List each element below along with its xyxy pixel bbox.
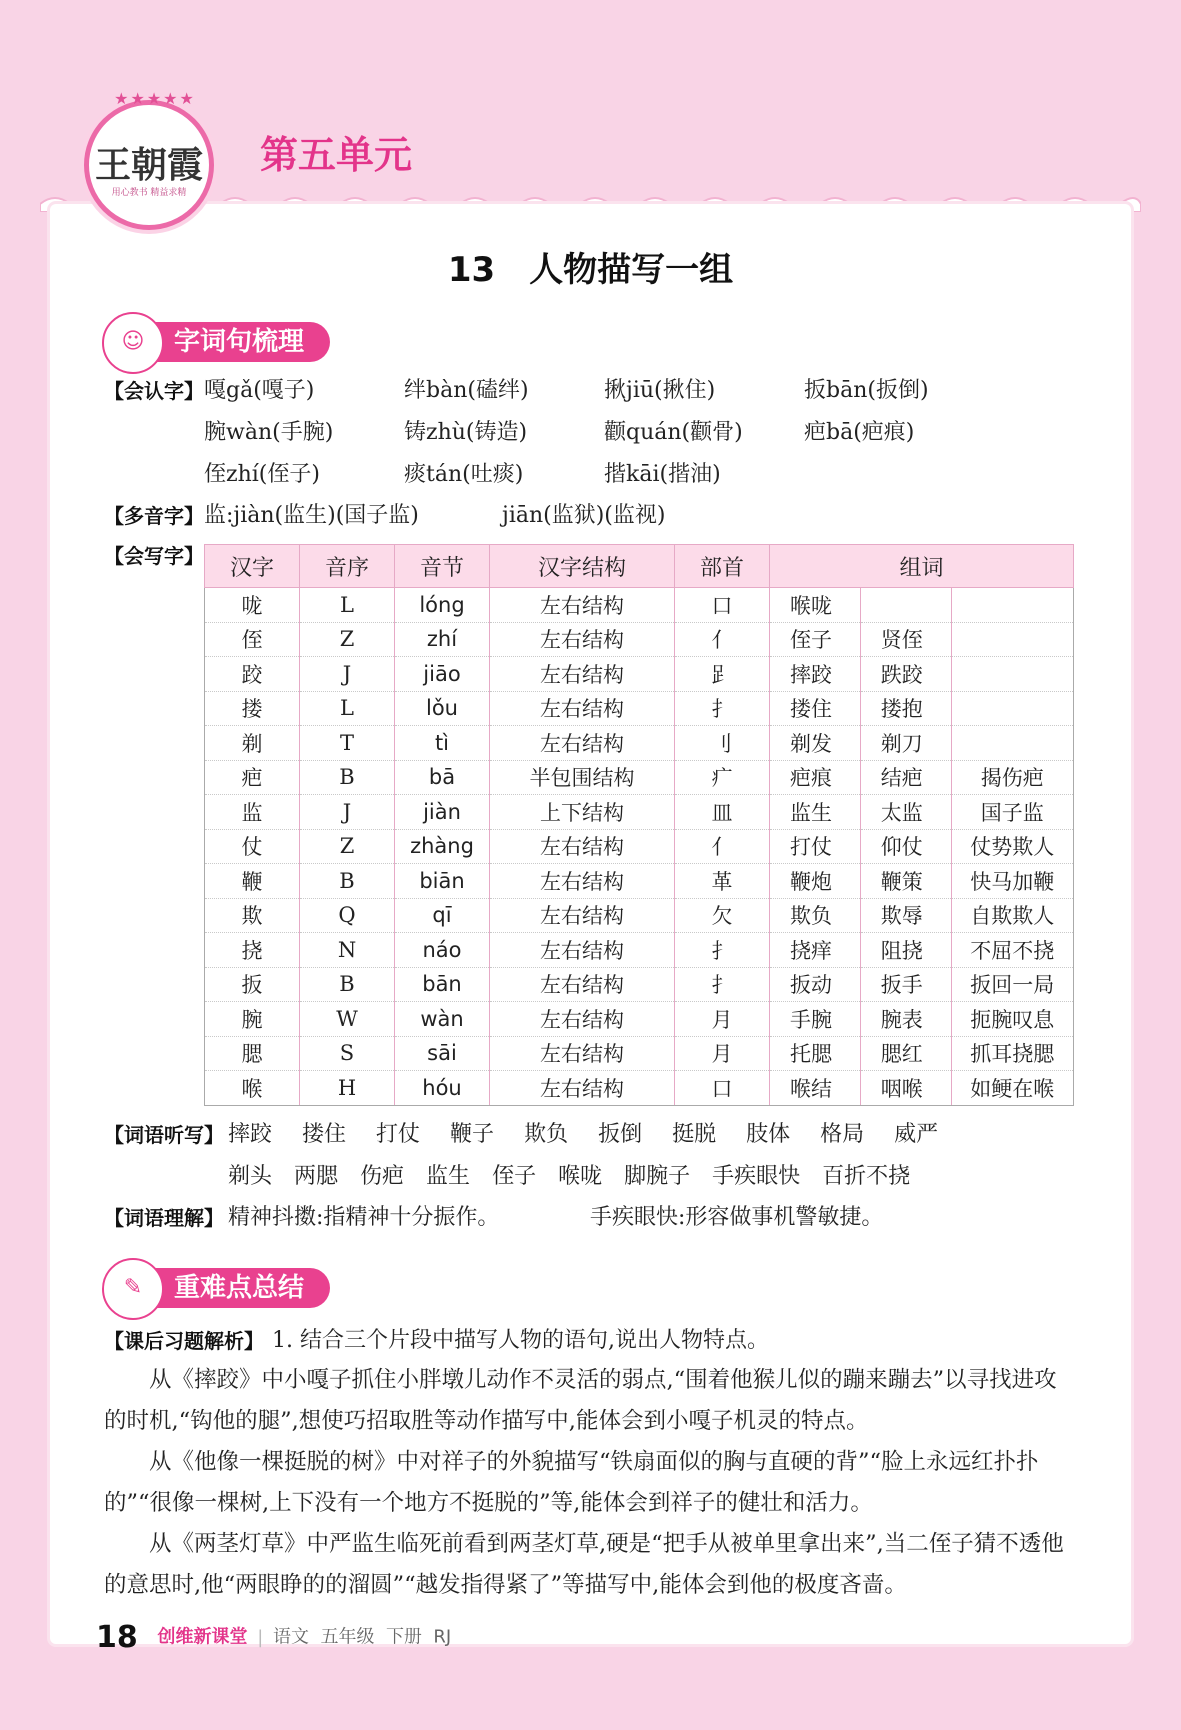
word-cell: 扳手 [860, 967, 951, 1002]
dictation-word: 监生 [426, 1164, 471, 1189]
table-cell: wàn [395, 1002, 490, 1037]
table-cell: 挠 [205, 933, 300, 968]
dictation-word: 百折不挠 [822, 1164, 911, 1189]
word-cell: 疤痕 [770, 760, 861, 795]
table-row [205, 588, 1074, 623]
section-header-vocab: ☺ 字词句梳理 [108, 322, 330, 362]
table-cell: 左右结构 [490, 622, 675, 657]
table-cell: 监 [205, 795, 300, 830]
table-cell: Z [300, 829, 395, 864]
dictation-word: 摔跤 [228, 1122, 273, 1147]
table-cell: 扌 [675, 967, 770, 1002]
table-cell: T [300, 726, 395, 761]
word-cell [951, 622, 1073, 657]
answer-paragraph: 从《两茎灯草》中严监生临死前看到两茎灯草,硬是“把手从被单里拿出来”,当二侄子猜不透他的意思时,他“两眼睁的的溜圆”“越发指得紧了”等描写中,能体会到他的极度吝啬。 [104, 1531, 1064, 1598]
page-footer [96, 1620, 451, 1655]
table-row [205, 1036, 1074, 1071]
word-cell: 搂住 [770, 691, 861, 726]
table-cell: biān [395, 864, 490, 899]
dictation-word: 搂住 [302, 1122, 347, 1147]
table-cell: 欠 [675, 898, 770, 933]
huixiezi-label: 【会写字】 [104, 544, 204, 568]
table-cell: 左右结构 [490, 864, 675, 899]
table-cell: 仗 [205, 829, 300, 864]
table-cell: B [300, 967, 395, 1002]
star-crown-icon: ★★★★★ [114, 89, 196, 108]
huirenzi-item: 扳bān(扳倒) [804, 378, 929, 403]
table-cell: 亻 [675, 829, 770, 864]
huirenzi-item: 疤bā(疤痕) [804, 420, 915, 445]
word-cell: 国子监 [951, 795, 1073, 830]
word-cell: 欺辱 [860, 898, 951, 933]
dictation-word: 伤疤 [360, 1164, 405, 1189]
table-row [205, 933, 1074, 968]
word-cell: 摔跤 [770, 657, 861, 692]
footer-brand: 创维新课堂 [157, 1626, 248, 1648]
dictation-word: 威严 [894, 1122, 939, 1147]
word-cell: 喉结 [770, 1071, 861, 1106]
table-cell: Q [300, 898, 395, 933]
footer-divider: | [257, 1626, 264, 1648]
lesson-title: 13 人物描写一组 [447, 250, 734, 290]
table-cell: 咙 [205, 588, 300, 623]
table-header-row [205, 545, 1074, 588]
table-cell: 亻 [675, 622, 770, 657]
section-header-summary: ✎ 重难点总结 [108, 1268, 330, 1308]
table-cell: 月 [675, 1002, 770, 1037]
table-cell: 半包围结构 [490, 760, 675, 795]
word-cell: 喉咙 [770, 588, 861, 623]
table-cell: 疤 [205, 760, 300, 795]
footer-grade: 五年级 [320, 1626, 375, 1648]
table-cell: náo [395, 933, 490, 968]
word-cell: 结疤 [860, 760, 951, 795]
logo-subtitle: 用心教书 精益求精 [111, 188, 187, 198]
table-cell: lóng [395, 588, 490, 623]
huirenzi-item: 绊bàn(磕绊) [404, 378, 529, 403]
word-cell [951, 657, 1073, 692]
table-row [205, 1002, 1074, 1037]
table-cell: jiāo [395, 657, 490, 692]
word-cell: 不屈不挠 [951, 933, 1073, 968]
col-header: 音节 [395, 545, 490, 588]
dictation-word: 两腮 [294, 1164, 339, 1189]
table-cell: 侄 [205, 622, 300, 657]
table-cell: 左右结构 [490, 1002, 675, 1037]
word-cell: 托腮 [770, 1036, 861, 1071]
unit-title: 第五单元 [260, 133, 413, 177]
table-cell: 刂 [675, 726, 770, 761]
word-cell: 腕表 [860, 1002, 951, 1037]
word-cell: 欺负 [770, 898, 861, 933]
col-header: 部首 [675, 545, 770, 588]
table-cell: 口 [675, 588, 770, 623]
page-number: 18 [96, 1620, 138, 1655]
duoyinzi-text-2: jiān(监狱)(监视) [502, 503, 666, 528]
table-cell: 左右结构 [490, 1036, 675, 1071]
table-cell: N [300, 933, 395, 968]
word-cell: 扳回一局 [951, 967, 1073, 1002]
huirenzi-item: 颧quán(颧骨) [604, 420, 743, 445]
table-row [205, 726, 1074, 761]
dictation-word: 剃头 [228, 1164, 273, 1189]
word-cell: 手腕 [770, 1002, 861, 1037]
dictation-word: 欺负 [524, 1122, 569, 1147]
table-row [205, 829, 1074, 864]
table-cell: 皿 [675, 795, 770, 830]
huirenzi-item: 揩kāi(揩油) [604, 462, 721, 487]
word-cell: 如鲠在喉 [951, 1071, 1073, 1106]
huirenzi-item: 嘎gǎ(嘎子) [204, 378, 315, 403]
lijie-text-2: 手疾眼快:形容做事机警敏捷。 [590, 1205, 884, 1230]
word-cell: 揭伤疤 [951, 760, 1073, 795]
kehou-label: 【课后习题解析】 [104, 1329, 264, 1353]
col-header: 汉字 [205, 545, 300, 588]
word-cell: 侄子 [770, 622, 861, 657]
dictation-word: 鞭子 [450, 1122, 495, 1147]
table-cell: L [300, 588, 395, 623]
dictation-word: 打仗 [376, 1122, 421, 1147]
table-cell: 鞭 [205, 864, 300, 899]
table-cell: 上下结构 [490, 795, 675, 830]
table-cell: 扌 [675, 933, 770, 968]
table-cell: tì [395, 726, 490, 761]
word-cell: 自欺欺人 [951, 898, 1073, 933]
kehou-answer [104, 1360, 1079, 1606]
table-cell: H [300, 1071, 395, 1106]
table-cell: 欺 [205, 898, 300, 933]
dictation-word: 挺脱 [672, 1122, 717, 1147]
word-cell [860, 588, 951, 623]
footer-subject: 语文 [273, 1626, 310, 1648]
word-cell: 腮红 [860, 1036, 951, 1071]
table-row [205, 691, 1074, 726]
word-cell: 鞭炮 [770, 864, 861, 899]
table-cell: 左右结构 [490, 588, 675, 623]
word-cell: 太监 [860, 795, 951, 830]
word-cell: 挠痒 [770, 933, 861, 968]
table-cell: 扌 [675, 691, 770, 726]
table-cell: 左右结构 [490, 657, 675, 692]
table-cell: bā [395, 760, 490, 795]
table-cell: 左右结构 [490, 829, 675, 864]
answer-paragraph: 从《摔跤》中小嘎子抓住小胖墩儿动作不灵活的弱点,“围着他猴儿似的蹦来蹦去”以寻找进攻的时机,“钩他的腿”,想使巧招取胜等动作描写中,能体会到小嘎子机灵的特点。 [104, 1367, 1057, 1434]
word-cell: 扳动 [770, 967, 861, 1002]
dictation-word: 喉咙 [558, 1164, 603, 1189]
mascot-icon: ☺ [102, 312, 164, 374]
footer-volume: 下册 [385, 1626, 422, 1648]
table-cell: 搂 [205, 691, 300, 726]
tingxie-line-1 [228, 1120, 968, 1150]
table-cell: 跤 [205, 657, 300, 692]
tingxie-label: 【词语听写】 [104, 1123, 224, 1147]
word-cell: 仗势欺人 [951, 829, 1073, 864]
table-cell: J [300, 657, 395, 692]
table-cell: 口 [675, 1071, 770, 1106]
table-row [205, 1071, 1074, 1106]
dictation-word: 格局 [820, 1122, 865, 1147]
word-cell [951, 588, 1073, 623]
table-cell: zhí [395, 622, 490, 657]
table-cell: 左右结构 [490, 898, 675, 933]
word-cell: 快马加鞭 [951, 864, 1073, 899]
mascot-icon: ✎ [102, 1258, 164, 1320]
table-cell: hóu [395, 1071, 490, 1106]
table-cell: sāi [395, 1036, 490, 1071]
table-cell: 腮 [205, 1036, 300, 1071]
table-cell: W [300, 1002, 395, 1037]
dictation-word: 肢体 [746, 1122, 791, 1147]
word-cell: 监生 [770, 795, 861, 830]
huirenzi-item: 铸zhù(铸造) [404, 420, 528, 445]
table-cell: 腕 [205, 1002, 300, 1037]
table-cell: 扳 [205, 967, 300, 1002]
word-cell: 跌跤 [860, 657, 951, 692]
word-cell: 抓耳挠腮 [951, 1036, 1073, 1071]
table-cell: 剃 [205, 726, 300, 761]
table-row [205, 898, 1074, 933]
table-cell: 左右结构 [490, 691, 675, 726]
table-cell: 革 [675, 864, 770, 899]
huirenzi-item: 腕wàn(手腕) [204, 420, 334, 445]
table-cell: B [300, 864, 395, 899]
dictation-word: 手疾眼快 [712, 1164, 801, 1189]
table-row [205, 795, 1074, 830]
table-cell: lǒu [395, 691, 490, 726]
word-cell: 贤侄 [860, 622, 951, 657]
word-cell: 搂抱 [860, 691, 951, 726]
table-cell: Z [300, 622, 395, 657]
huirenzi-item: 痰tán(吐痰) [404, 462, 524, 487]
table-cell: 左右结构 [490, 967, 675, 1002]
table-row [205, 760, 1074, 795]
table-row [205, 622, 1074, 657]
word-cell: 鞭策 [860, 864, 951, 899]
duoyinzi-text-1: 监:jiàn(监生)(国子监) [204, 503, 419, 528]
footer-edition: RJ [433, 1626, 452, 1648]
table-cell: bān [395, 967, 490, 1002]
dictation-word: 脚腕子 [624, 1164, 691, 1189]
dictation-word: 侄子 [492, 1164, 537, 1189]
col-header: 组词 [770, 545, 1074, 588]
word-cell: 打仗 [770, 829, 861, 864]
writing-table [204, 544, 1074, 1106]
lijie-text-1: 精神抖擞:指精神十分振作。 [228, 1205, 500, 1230]
table-cell: L [300, 691, 395, 726]
table-cell: zhàng [395, 829, 490, 864]
table-cell: jiàn [395, 795, 490, 830]
table-cell: 喉 [205, 1071, 300, 1106]
brand-logo [84, 89, 214, 230]
lijie-label: 【词语理解】 [104, 1206, 224, 1230]
table-cell: S [300, 1036, 395, 1071]
table-row [205, 864, 1074, 899]
table-cell: 左右结构 [490, 933, 675, 968]
huirenzi-item: 侄zhí(侄子) [204, 462, 320, 487]
kehou-question: 1. 结合三个片段中描写人物的语句,说出人物特点。 [272, 1328, 769, 1353]
word-cell: 扼腕叹息 [951, 1002, 1073, 1037]
table-row [205, 967, 1074, 1002]
table-row [205, 657, 1074, 692]
table-cell: J [300, 795, 395, 830]
dictation-word: 扳倒 [598, 1122, 643, 1147]
table-cell: B [300, 760, 395, 795]
table-cell: 月 [675, 1036, 770, 1071]
col-header: 音序 [300, 545, 395, 588]
table-cell: 左右结构 [490, 726, 675, 761]
word-cell: 阻挠 [860, 933, 951, 968]
table-cell: qī [395, 898, 490, 933]
word-cell: 剃刀 [860, 726, 951, 761]
duoyinzi-row: 【多音字】 [104, 504, 204, 528]
word-cell: 剃发 [770, 726, 861, 761]
table-body [205, 588, 1074, 1106]
table-cell: 疒 [675, 760, 770, 795]
answer-paragraph: 从《他像一棵挺脱的树》中对祥子的外貌描写“铁扇面似的胸与直硬的背”“脸上永远红扑扑的”“很像一棵树,上下没有一个地方不挺脱的”等,能体会到祥子的健壮和活力。 [104, 1449, 1039, 1516]
word-cell: 仰仗 [860, 829, 951, 864]
huirenzi-item: 揪jiū(揪住) [604, 378, 716, 403]
col-header: 汉字结构 [490, 545, 675, 588]
logo-name: 王朝霞 [94, 144, 203, 186]
huirenzi-row-1: 【会认字】 [104, 379, 204, 403]
table-cell: 左右结构 [490, 1071, 675, 1106]
word-cell: 咽喉 [860, 1071, 951, 1106]
tingxie-line-2 [228, 1162, 932, 1192]
word-cell [951, 726, 1073, 761]
word-cell [951, 691, 1073, 726]
table-cell: 𧾷 [675, 657, 770, 692]
